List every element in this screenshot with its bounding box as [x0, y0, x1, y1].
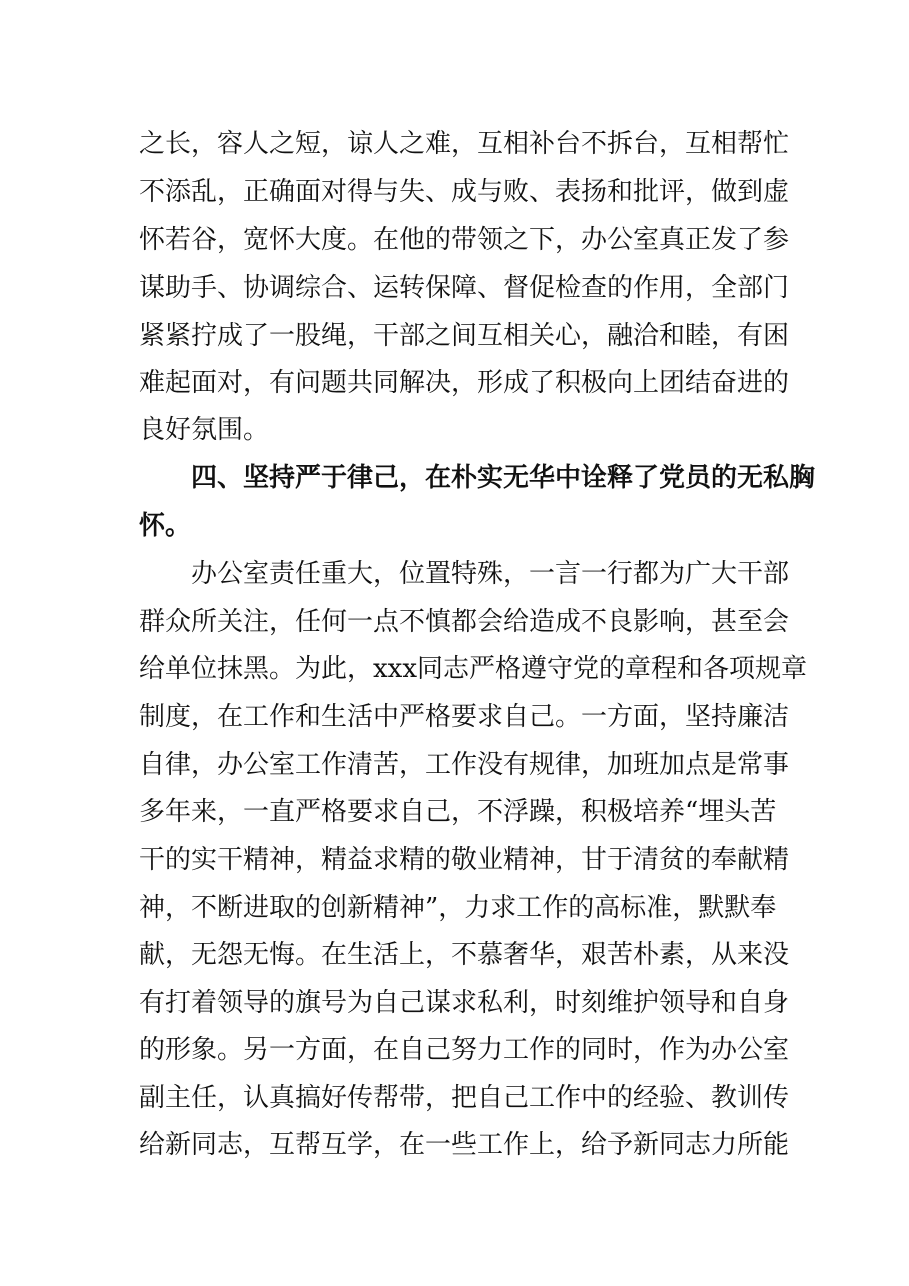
paragraph-2-line: 干的实干精神，精益求精的敬业精神，甘于清贫的奉献精 [139, 845, 790, 875]
paragraph-2-line: 给单位抹黑。为此，xxx同志严格遵守党的章程和各项规章 [139, 654, 807, 684]
paragraph-1-line: 难起面对，有问题共同解决，形成了积极向上团结奋进的 [139, 368, 790, 398]
paragraph-1-line: 紧紧拧成了一股绳，干部之间互相关心，融洽和睦，有困 [139, 321, 790, 351]
paragraph-2-line: 给新同志，互帮互学，在一些工作上，给予新同志力所能 [139, 1130, 790, 1160]
paragraph-2-line: 多年来，一直严格要求自己，不浮躁，积极培养“埋头苦 [139, 797, 777, 827]
paragraph-2-line: 自律，办公室工作清苦，工作没有规律，加班加点是常事 [139, 750, 790, 780]
paragraph-1-line: 谋助手、协调综合、运转保障、督促检查的作用，全部门 [139, 273, 790, 303]
paragraph-2-line: 办公室责任重大，位置特殊，一言一行都为广大干部 [191, 559, 790, 589]
paragraph-1-line: 之长，容人之短，谅人之难，互相补台不拆台，互相帮忙 [139, 129, 790, 159]
paragraph-2-line: 的形象。另一方面，在自己努力工作的同时，作为办公室 [139, 1035, 790, 1065]
paragraph-1-line: 怀若谷，宽怀大度。在他的带领之下，办公室真正发了参 [139, 225, 790, 255]
paragraph-2-line: 副主任，认真搞好传帮带，把自己工作中的经验、教训传 [139, 1083, 790, 1113]
section-heading-line: 怀。 [139, 511, 192, 541]
paragraph-2-line: 有打着领导的旗号为自己谋求私利，时刻维护领导和自身 [139, 988, 790, 1018]
paragraph-2-line: 献，无怨无悔。在生活上，不慕奢华，艰苦朴素，从来没 [139, 940, 790, 970]
paragraph-1-line: 良好氛围。 [139, 415, 270, 445]
paragraph-2-line: 群众所关注，任何一点不慎都会给造成不良影响，甚至会 [139, 607, 790, 637]
section-heading-line: 四、坚持严于律己，在朴实无华中诠释了党员的无私胸 [191, 463, 816, 493]
paragraph-1-line: 不添乱，正确面对得与失、成与败、表扬和批评，做到虚 [139, 177, 790, 207]
paragraph-2-line: 神，不断进取的创新精神”，力求工作的高标准，默默奉 [139, 893, 777, 923]
paragraph-2-line: 制度，在工作和生活中严格要求自己。一方面，坚持廉洁 [139, 702, 790, 732]
